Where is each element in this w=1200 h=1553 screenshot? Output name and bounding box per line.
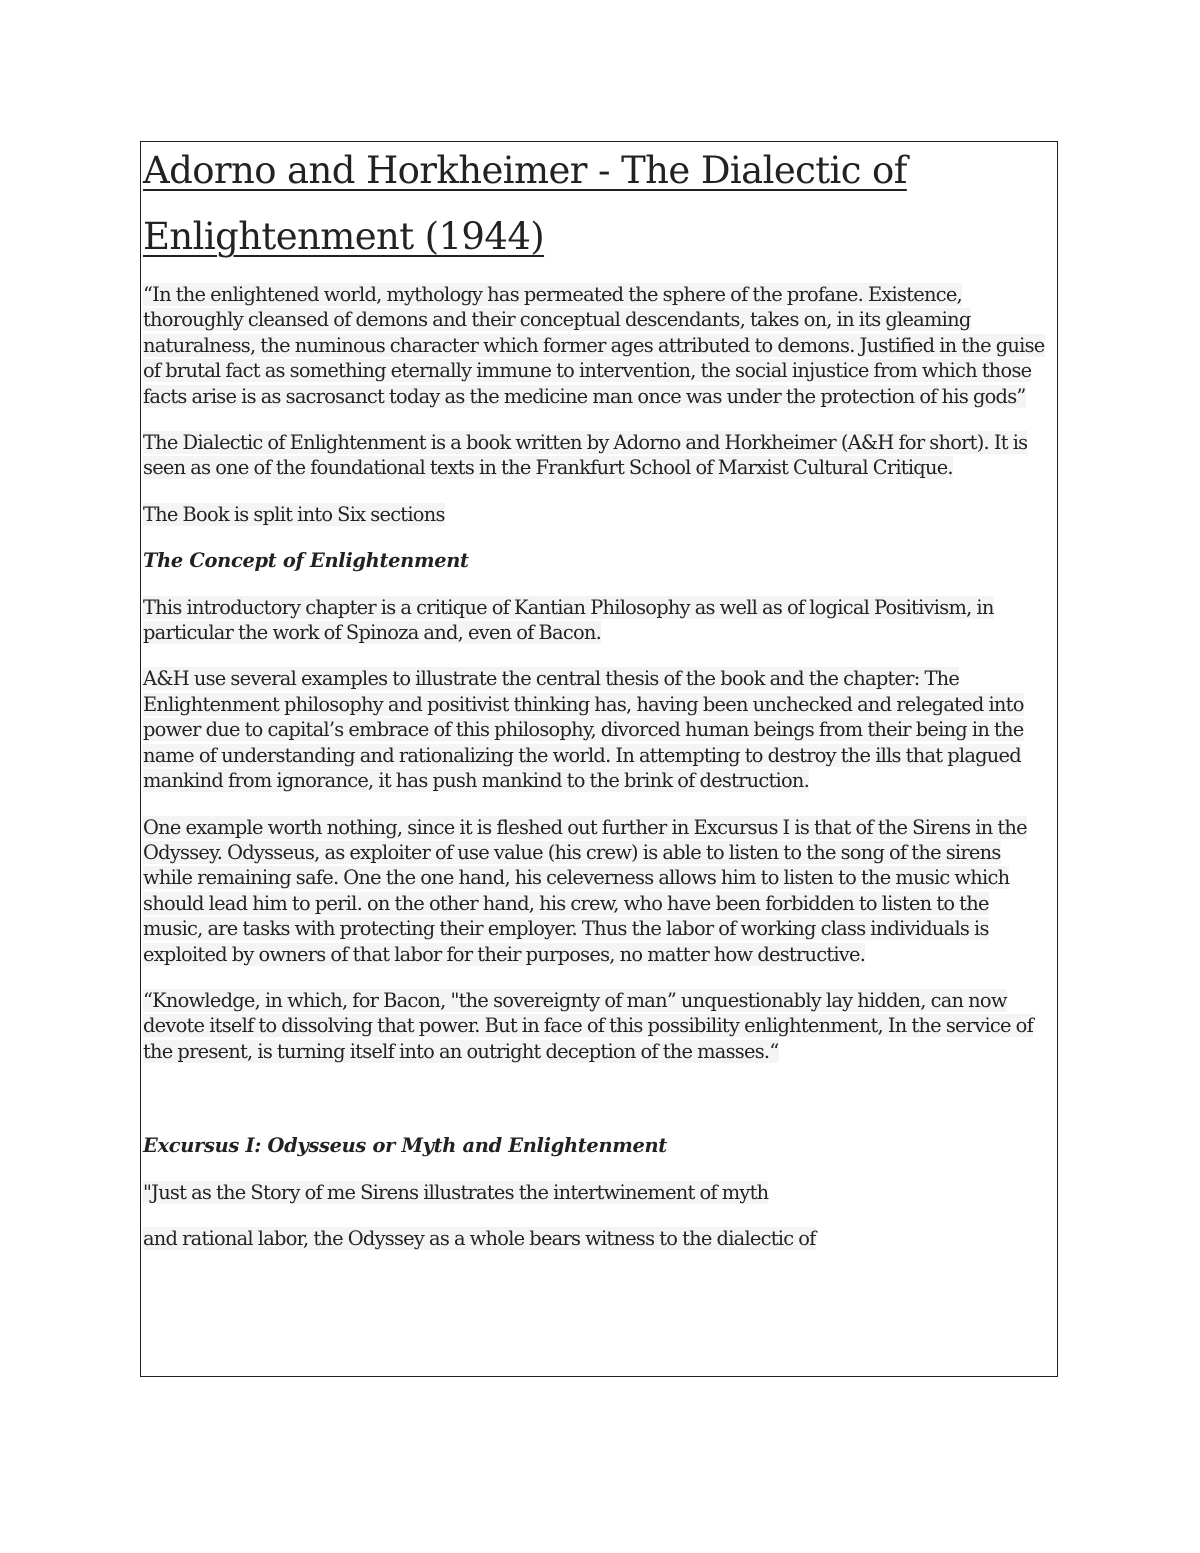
excursus-quote-line-1-text: "Just as the Story of me Sirens illustrates the intertwinement of myth bbox=[143, 1180, 769, 1204]
paragraph-spacer bbox=[143, 574, 1051, 595]
paragraph-spacer bbox=[143, 481, 1051, 502]
intro-text: The Dialectic of Enlightenment is a book written by Adorno and Horkheimer (A&H for short). It is seen as one of the foundational texts in the Frankfurt School of Marxist Cultural Critique. bbox=[143, 431, 1028, 480]
opening-quote-text: “In the enlightened world, mythology has permeated the sphere of the profane. Existence, thoroughly cleansed of demons and their conceptual descendants, takes on, in its gleaming naturalness, the numinous character which former ages attributed to demons. Justified in the guise of brutal fact as something eternally immune to intervention, the social injustice from which those facts arise is as sacrosanct today as the medicine man once was under the protection of his gods” bbox=[143, 283, 1045, 408]
sections-note-text: The Book is split into Six sections bbox=[143, 502, 445, 526]
paragraph-spacer bbox=[143, 1159, 1051, 1180]
sections-note-paragraph bbox=[143, 502, 1051, 527]
paragraph-spacer bbox=[143, 409, 1051, 430]
document-title: Adorno and Horkheimer - The Dialectic of Enlightenment (1944) bbox=[143, 149, 907, 258]
paragraph-spacer bbox=[143, 645, 1051, 666]
excursus-quote-line-2-text: and rational labor, the Odyssey as a whole bears witness to the dialectic of bbox=[143, 1226, 816, 1250]
thesis-text: A&H use several examples to illustrate the central thesis of the book and the chapter: The Enlightenment philosophy and positivist thinking has, having been unchecked and relegated into power due to capital’s embrace of this philosophy, divorced human beings from their being in the name of understanding and rationalizing the world. In attempting to destroy the ills that plagued mankind from ignorance, it has push mankind to the brink of destruction. bbox=[143, 667, 1024, 793]
bacon-quote-text: “Knowledge, in which, for Bacon, "the sovereignty of man” unquestionably lay hidden, can now devote itself to dissolving that power. But in face of this possibility enlightenment, In the service of the present, is turning itself into an outright deception of the masses.“ bbox=[143, 988, 1034, 1063]
paragraph-spacer bbox=[143, 1205, 1051, 1226]
paragraph-spacer bbox=[143, 794, 1051, 815]
concept-intro-paragraph bbox=[143, 595, 1051, 646]
paragraph-spacer bbox=[143, 967, 1051, 988]
sirens-example-text: One example worth nothing, since it is fleshed out further in Excursus I is that of the Sirens in the Odyssey. Odysseus, as exploiter of use value (his crew) is able to listen to the song of the sirens while remaining safe. One the one hand, his celeverness allows him to listen to the music which should lead him to peril. on the other hand, his crew, who have been forbidden to listen to the music, are tasks with protecting their employer. Thus the labor of working class individuals is exploited by owners of that labor for their purposes, no matter how destructive. bbox=[143, 815, 1027, 966]
excursus-quote-line-2 bbox=[143, 1226, 1051, 1251]
bacon-quote-paragraph bbox=[143, 988, 1051, 1064]
concept-intro-text: This introductory chapter is a critique of Kantian Philosophy as well as of logical Positivism, in particular the work of Spinoza and, even of Bacon. bbox=[143, 595, 994, 645]
sirens-example-paragraph bbox=[143, 815, 1051, 967]
section-heading-concept: The Concept of Enlightenment bbox=[143, 549, 469, 573]
paragraph-spacer bbox=[143, 527, 1051, 548]
document-page bbox=[140, 141, 1058, 1377]
intro-paragraph bbox=[143, 430, 1051, 481]
document-body bbox=[141, 141, 1057, 1251]
excursus-quote-line-1 bbox=[143, 1180, 1051, 1205]
opening-quote-paragraph bbox=[143, 282, 1051, 409]
section-heading-excursus: Excursus I: Odysseus or Myth and Enlightenment bbox=[143, 1134, 667, 1158]
thesis-paragraph bbox=[143, 666, 1051, 793]
paragraph-spacer bbox=[143, 1064, 1051, 1133]
